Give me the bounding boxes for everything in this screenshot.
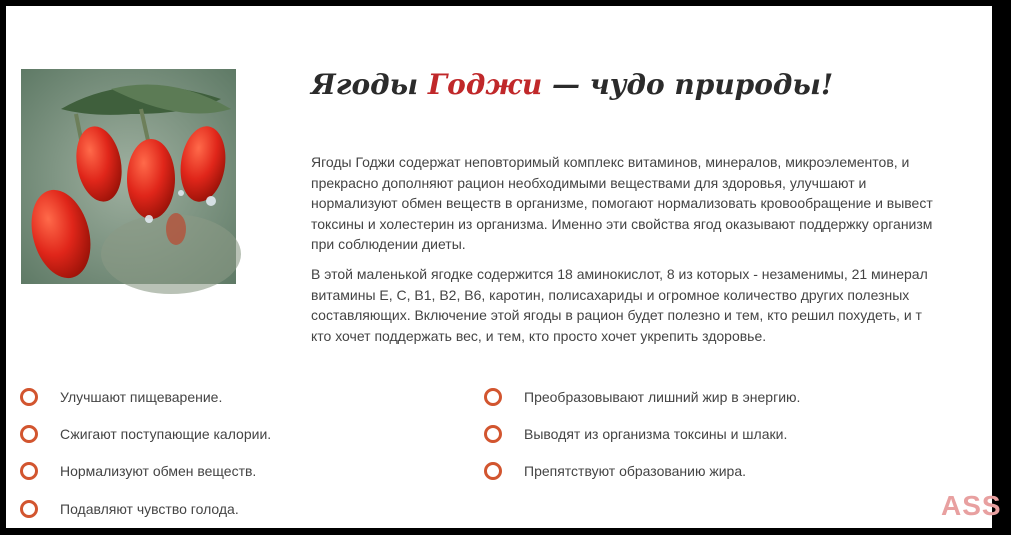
benefit-label: Преобразовывают лишний жир в энергию.	[524, 389, 801, 405]
benefit-item	[484, 385, 800, 409]
benefit-item	[20, 385, 222, 409]
title-accent: Годжи	[427, 68, 543, 101]
goji-berries-photo	[21, 69, 236, 284]
benefits-list	[6, 378, 992, 528]
benefit-item	[20, 459, 256, 483]
watermark: ASS	[941, 490, 1002, 521]
composition-paragraph: В этой маленькой ягодке содержится 18 аминокислот, 8 из которых - незаменимы, 21 минерал витамины Е, С, В1, В2, В6, каротин, полисахариды и огромное количество других полезных составляющих. Включение этой ягоды в рацион будет полезно и тем, кто решил похудеть, и т кто хочет поддержать вес, и тем, кто просто хочет укрепить здоровье.	[311, 266, 928, 344]
benefit-item	[20, 497, 239, 521]
benefit-label: Улучшают пищеварение.	[60, 389, 223, 405]
benefit-label: Нормализуют обмен веществ.	[60, 463, 257, 479]
circle-bullet-icon	[484, 425, 502, 443]
title-part-1: Ягоды	[311, 68, 428, 101]
circle-bullet-icon	[20, 500, 38, 518]
benefit-label: Препятствуют образованию жира.	[524, 463, 747, 479]
benefit-item	[484, 459, 746, 483]
title-part-2: — чудо природы!	[542, 68, 834, 101]
benefit-item	[20, 422, 271, 446]
circle-bullet-icon	[20, 462, 38, 480]
benefit-label: Подавляют чувство голода.	[60, 501, 239, 517]
goji-berries-icon	[21, 69, 236, 284]
intro-paragraph: Ягоды Годжи содержат неповторимый комплекс витаминов, минералов, микроэлементов, и прекрасно дополняют рацион необходимыми веществами для здоровья, улучшают и нормализуют обмен веществ в организме, помогают нормализовать кровообращение и вывест токсины и холестерин из организма. Именно эти свойства ягод оказывают поддержку организм при соблюдении диеты.	[311, 154, 933, 252]
page-title	[311, 68, 833, 101]
benefit-item	[484, 422, 787, 446]
circle-bullet-icon	[484, 462, 502, 480]
circle-bullet-icon	[20, 388, 38, 406]
content-frame	[6, 6, 1002, 528]
circle-bullet-icon	[20, 425, 38, 443]
circle-bullet-icon	[484, 388, 502, 406]
benefit-label: Сжигают поступающие калории.	[60, 426, 272, 442]
benefit-label: Выводят из организма токсины и шлаки.	[524, 426, 788, 442]
